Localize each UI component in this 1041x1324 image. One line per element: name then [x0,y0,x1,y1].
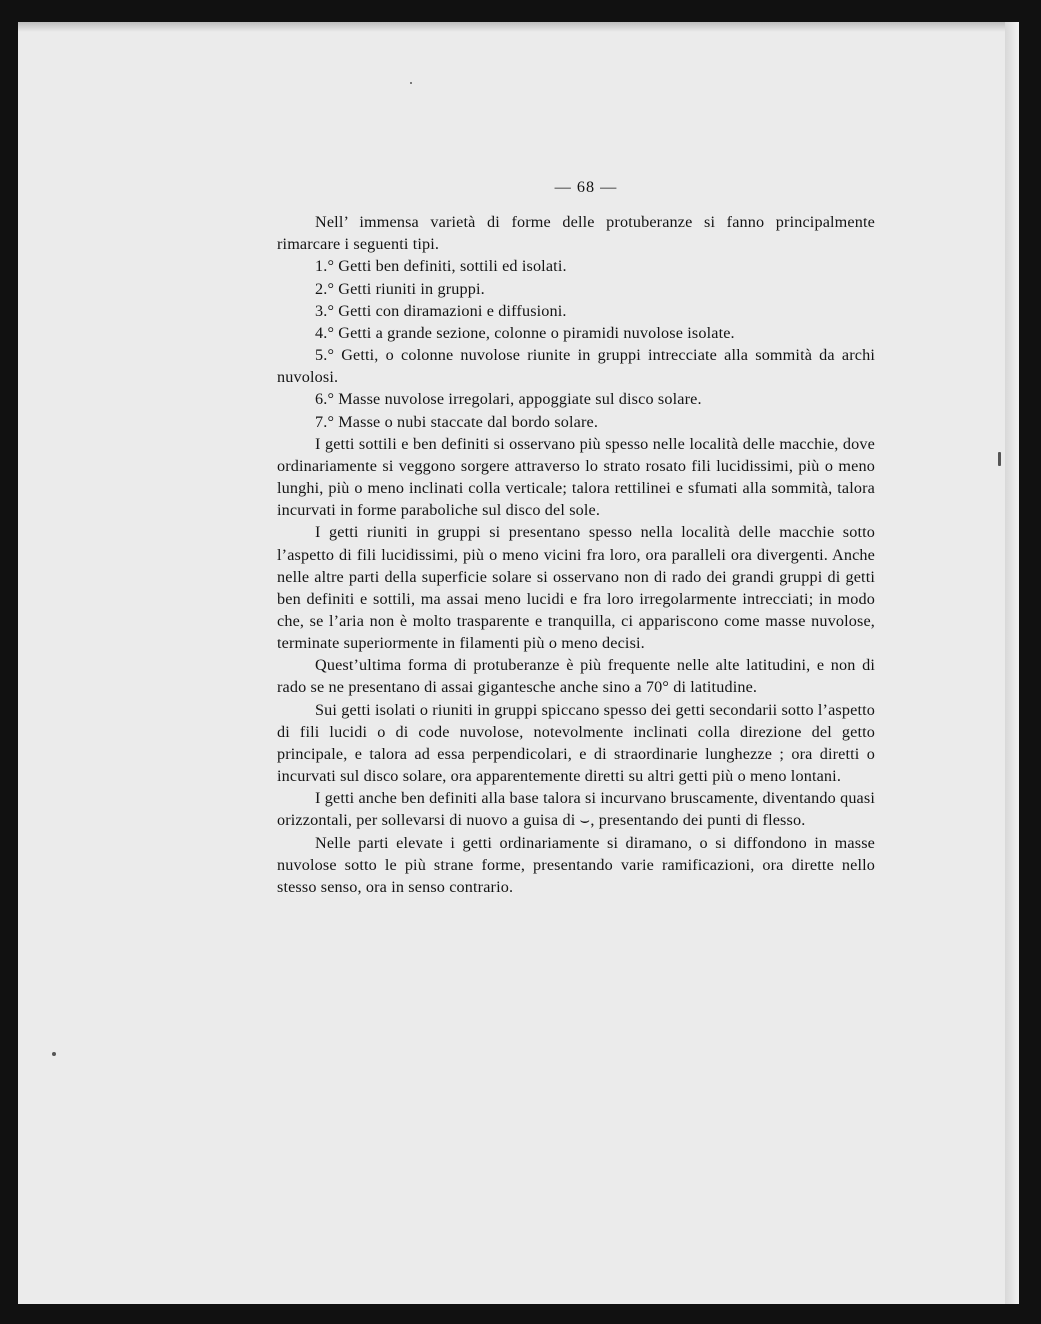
paragraph: Nell’ immensa varietà di forme delle protuberanze si fanno principalmente rimarcare i seguenti tipi. [277,213,875,254]
list-item: 7.° Masse o nubi staccate dal bordo solare. [315,412,599,431]
paragraph: I getti riuniti in gruppi si presentano spesso nella località delle macchie sotto l’aspetto di fili lucidissimi, più o meno vicini fra loro, ora paralleli ora divergenti. Anche nelle altre parti della superficie solare si osservano non di rado dei grandi gruppi di getti ben definiti e sottili, ma assai meno lucidi e fra loro irregolarmente intrecciati; in modo che, se l’aria non è molto trasparente e tranquilla, ci appariscono come masse nuvolose, terminate superiormente in filamenti più o meno decisi. [277,523,875,653]
paragraph: Quest’ultima forma di protuberanze è più frequente nelle alte latitudini, e non di rado se ne presentano di assai gigantesche anche sino a 70° di latitudine. [277,656,875,697]
page-number: — 68 — [554,178,618,196]
scan-border-right [1019,0,1041,1324]
paragraph: I getti anche ben definiti alla base talora si incurvano bruscamente, diventando quasi orizzontali, per sollevarsi di nuovo a guisa di ⌣, presentando dei punti di flesso. [277,789,875,830]
paragraph: Sui getti isolati o riuniti in gruppi spiccano spesso dei getti secondarii sotto l’aspetto di fili lucidi o di code nuvolose, notevolmente inclinati colla direzione del getto principale, e talora ad essa perpendicolari, e di straordinarie lunghezze ; ora diretti o incurvati sul disco solare, ora apparentemente diretti su altri getti più o meno lontani. [277,700,875,786]
list-item: 1.° Getti ben definiti, sottili ed isolati. [315,257,567,276]
paragraph: I getti sottili e ben definiti si osservano più spesso nelle località delle macchie, dove ordinariamente si veggono sorgere attraverso lo strato rosato fili lucidissimi, più o meno lunghi, più o meno inclinati colla verticale; talora rettilinei e sfumati alla sommità, talora incurvati in forme paraboliche sul disco del sole. [277,434,875,520]
paragraph: Nelle parti elevate i getti ordinariamente si diramano, o si diffondono in masse nuvolose sotto le più strane forme, presentando varie ramificazioni, ora dirette nello stesso senso, ora in senso contrario. [277,833,875,896]
list-item: 6.° Masse nuvolose irregolari, appoggiate sul disco solare. [315,390,702,409]
list-item: 2.° Getti riuniti in gruppi. [315,279,485,298]
scan-border-left [0,0,18,1324]
list-item: 3.° Getti con diramazioni e diffusioni. [315,301,567,320]
page-text [277,176,875,898]
scan-border-top [0,0,1041,22]
dust-mark [998,452,1001,466]
list-item: 5.° Getti, o colonne nuvolose riunite in gruppi intrecciate alla sommità da archi nuvolosi. [277,346,875,387]
dust-mark [410,82,412,84]
page-shadow [18,22,1018,32]
dust-mark [52,1052,56,1056]
list-item: 4.° Getti a grande sezione, colonne o piramidi nuvolose isolate. [315,323,735,342]
scan-border-bottom [0,1304,1041,1324]
page-edge-bleed [1005,22,1019,1304]
